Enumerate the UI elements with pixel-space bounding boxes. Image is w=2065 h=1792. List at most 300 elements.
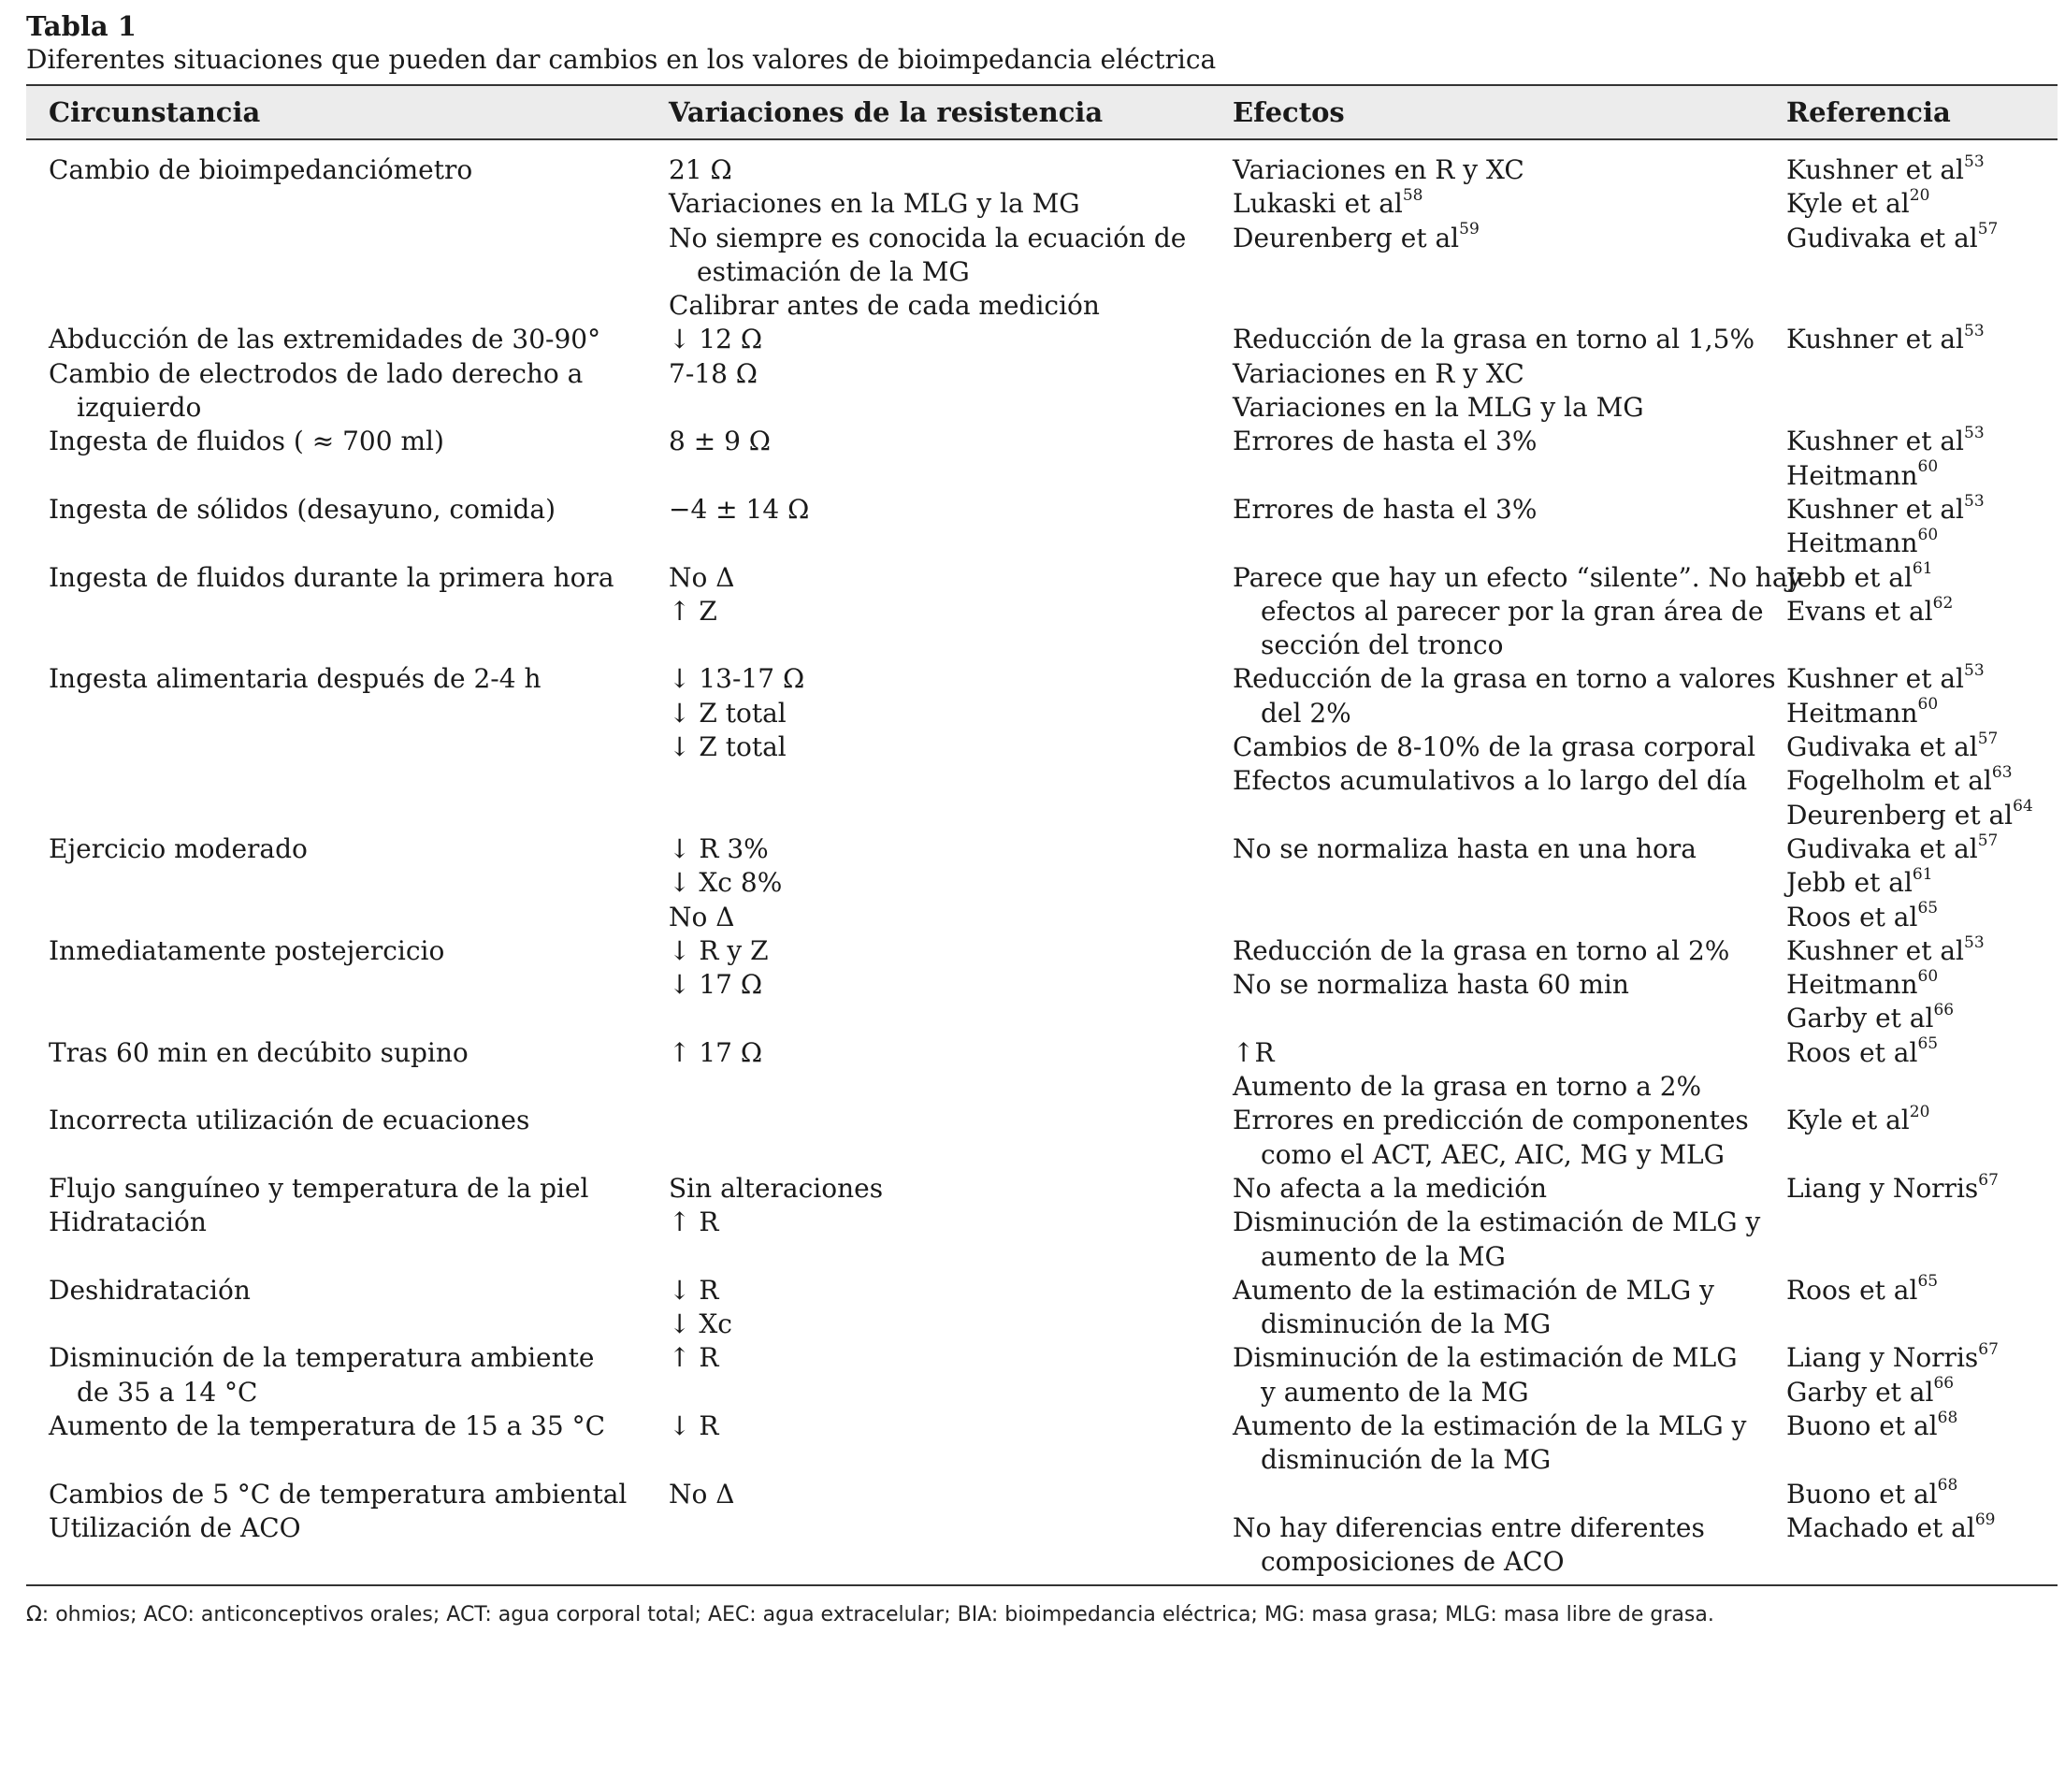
cell-text: Utilización de ACO bbox=[49, 1511, 301, 1543]
table-row bbox=[26, 1478, 2058, 1511]
citation-number: 66 bbox=[1933, 1374, 1955, 1394]
cell-text: ↓ 12 Ω bbox=[669, 324, 763, 355]
cell-line bbox=[669, 1409, 1205, 1443]
cell-line bbox=[49, 662, 641, 696]
efectos-cell bbox=[1210, 1341, 1764, 1409]
table-row bbox=[26, 493, 2058, 561]
reference-author: Kyle et al bbox=[1786, 1105, 1910, 1136]
variaciones-cell bbox=[646, 832, 1210, 934]
variaciones-cell bbox=[646, 561, 1210, 663]
cell-text: No afecta a la medición bbox=[1233, 1172, 1548, 1204]
table-container bbox=[26, 9, 2058, 1626]
table-footnote: Ω: ohmios; ACO: anticonceptivos orales; ACT: agua corporal total; AEC: agua extracelular; BIA: bioimpedancia eléctrica; MG: masa grasa; MLG: masa libre de grasa. bbox=[26, 1603, 1714, 1627]
cell-line bbox=[669, 934, 1205, 968]
cell-text: Tras 60 min en decúbito supino bbox=[49, 1036, 469, 1068]
cell-text: ↑ R bbox=[669, 1342, 719, 1374]
cell-text: Variaciones en la MLG y la MG bbox=[669, 188, 1080, 220]
reference-item bbox=[1786, 1511, 2052, 1545]
citation-number: 53 bbox=[1964, 424, 1985, 443]
cell-text: Ingesta de fluidos durante la primera hora bbox=[49, 561, 614, 593]
cell-line bbox=[49, 357, 641, 391]
reference-item bbox=[1786, 1172, 2052, 1206]
reference-item bbox=[1786, 222, 2052, 255]
cell-text: sección del tronco bbox=[1261, 629, 1504, 661]
cell-text: del 2% bbox=[1261, 697, 1351, 729]
cell-line bbox=[1233, 1443, 1758, 1477]
variaciones-cell bbox=[646, 1341, 1210, 1409]
reference-author: Liang y Norris bbox=[1786, 1172, 1979, 1204]
cell-line bbox=[1233, 323, 1758, 356]
reference-item bbox=[1786, 866, 2052, 900]
cell-text: No hay diferencias entre diferentes bbox=[1233, 1511, 1705, 1543]
reference-item bbox=[1786, 934, 2052, 968]
reference-author: Kushner et al bbox=[1786, 493, 1964, 525]
cell-line bbox=[669, 730, 1205, 764]
citation-number: 69 bbox=[1974, 1510, 1996, 1529]
column-header-referencia: Referencia bbox=[1764, 85, 2058, 139]
cell-text: ↓ Xc 8% bbox=[669, 867, 783, 899]
cell-line bbox=[49, 1274, 641, 1308]
referencia-cell bbox=[1764, 139, 2058, 323]
circunstancia-cell bbox=[26, 1409, 646, 1478]
cell-text: Disminución de la estimación de MLG y bbox=[1233, 1207, 1761, 1238]
efectos-cell bbox=[1210, 832, 1764, 934]
reference-item bbox=[1786, 799, 2052, 832]
reference-author: Kushner et al bbox=[1786, 426, 1964, 457]
cell-line bbox=[669, 901, 1205, 934]
cell-line bbox=[1233, 629, 1758, 662]
column-header-variaciones: Variaciones de la resistencia bbox=[646, 85, 1210, 139]
efectos-cell bbox=[1210, 357, 1764, 426]
cell-text: ↑ 17 Ω bbox=[669, 1036, 763, 1068]
circunstancia-cell bbox=[26, 357, 646, 426]
efectos-cell bbox=[1210, 139, 1764, 323]
cell-line bbox=[1233, 697, 1758, 730]
referencia-cell bbox=[1764, 832, 2058, 934]
cell-line bbox=[669, 662, 1205, 696]
cell-line bbox=[1233, 1138, 1758, 1172]
variaciones-cell bbox=[646, 1274, 1210, 1342]
cell-line bbox=[1233, 357, 1758, 391]
cell-line bbox=[669, 1036, 1205, 1070]
citation-number: 57 bbox=[1977, 220, 1999, 239]
citation-number: 53 bbox=[1964, 491, 1985, 511]
cell-text: Ejercicio moderado bbox=[49, 832, 308, 864]
efectos-cell bbox=[1210, 323, 1764, 356]
cell-line bbox=[669, 968, 1205, 1002]
citation-number: 67 bbox=[1978, 1340, 1999, 1360]
table-row bbox=[26, 1274, 2058, 1342]
reference-author: Heitmann bbox=[1786, 527, 1918, 559]
cell-text: ↓ 17 Ω bbox=[669, 969, 763, 1001]
cell-line bbox=[669, 493, 1205, 527]
cell-text: disminución de la MG bbox=[1261, 1308, 1552, 1340]
referencia-cell bbox=[1764, 1036, 2058, 1105]
reference-item bbox=[1786, 153, 2052, 187]
cell-text: Disminución de la estimación de MLG bbox=[1233, 1342, 1738, 1374]
cell-text: Variaciones en R y XC bbox=[1233, 357, 1524, 389]
reference-item bbox=[1786, 1478, 2052, 1511]
reference-item bbox=[1786, 527, 2052, 560]
cell-text: ↓ Z total bbox=[669, 697, 787, 729]
variaciones-cell bbox=[646, 1172, 1210, 1206]
table-caption-title: Tabla 1 bbox=[26, 10, 137, 42]
referencia-cell bbox=[1764, 662, 2058, 831]
variaciones-cell bbox=[646, 323, 1210, 356]
citation-number: 57 bbox=[1977, 729, 1999, 748]
table-row bbox=[26, 357, 2058, 426]
referencia-cell bbox=[1764, 1104, 2058, 1172]
reference-author: Roos et al bbox=[1786, 1274, 1918, 1306]
cell-text: de 35 a 14 °C bbox=[77, 1376, 258, 1408]
referencia-cell bbox=[1764, 1341, 2058, 1409]
reference-author: Machado et al bbox=[1786, 1511, 1975, 1543]
cell-line bbox=[1233, 425, 1758, 458]
table-row bbox=[26, 1341, 2058, 1409]
cell-text: ↓ R 3% bbox=[669, 832, 769, 864]
data-table bbox=[26, 84, 2058, 1586]
cell-line bbox=[49, 1172, 641, 1206]
circunstancia-cell bbox=[26, 561, 646, 663]
cell-line bbox=[1233, 561, 1803, 595]
cell-line bbox=[1233, 1104, 1758, 1137]
cell-text: Lukaski et al bbox=[1233, 188, 1403, 220]
variaciones-cell bbox=[646, 139, 1210, 323]
citation-number: 60 bbox=[1917, 966, 1939, 986]
cell-text: Ingesta de fluidos ( ≈ 700 ml) bbox=[49, 426, 444, 457]
efectos-cell bbox=[1210, 1478, 1764, 1511]
table-row bbox=[26, 1511, 2058, 1586]
reference-author: Fogelholm et al bbox=[1786, 765, 1992, 797]
cell-line bbox=[49, 832, 641, 866]
reference-item bbox=[1786, 1376, 2052, 1409]
efectos-cell bbox=[1210, 1511, 1764, 1586]
table-row bbox=[26, 323, 2058, 356]
referencia-cell bbox=[1764, 561, 2058, 663]
table-row bbox=[26, 1409, 2058, 1478]
reference-item bbox=[1786, 832, 2052, 866]
reference-item bbox=[1786, 493, 2052, 527]
cell-text: Cambios de 8-10% de la grasa corporal bbox=[1233, 731, 1756, 763]
cell-line bbox=[49, 1511, 641, 1545]
cell-text: izquierdo bbox=[77, 392, 202, 424]
efectos-cell bbox=[1210, 1206, 1764, 1274]
circunstancia-cell bbox=[26, 832, 646, 934]
circunstancia-cell bbox=[26, 1511, 646, 1586]
table-row bbox=[26, 1104, 2058, 1172]
circunstancia-cell bbox=[26, 662, 646, 831]
reference-author: Kushner et al bbox=[1786, 324, 1964, 355]
variaciones-cell bbox=[646, 1206, 1210, 1274]
cell-text: 21 Ω bbox=[669, 154, 732, 185]
reference-author: Gudivaka et al bbox=[1786, 731, 1978, 763]
cell-line bbox=[669, 187, 1205, 221]
cell-text: Calibrar antes de cada medición bbox=[669, 290, 1100, 322]
cell-text: Reducción de la grasa en torno a valores bbox=[1233, 663, 1776, 695]
reference-item bbox=[1786, 425, 2052, 458]
header-row bbox=[26, 85, 2058, 139]
cell-line bbox=[49, 1478, 641, 1511]
cell-line bbox=[669, 153, 1205, 187]
citation-number: 65 bbox=[1917, 899, 1939, 918]
citation-number: 53 bbox=[1964, 152, 1985, 171]
cell-text: como el ACT, AEC, AIC, MG y MLG bbox=[1261, 1138, 1725, 1170]
referencia-cell bbox=[1764, 1511, 2058, 1586]
circunstancia-cell bbox=[26, 139, 646, 323]
efectos-cell bbox=[1210, 1104, 1764, 1172]
cell-line bbox=[669, 255, 1205, 289]
reference-item bbox=[1786, 595, 2052, 629]
cell-text: Aumento de la estimación de MLG y bbox=[1233, 1274, 1714, 1306]
cell-line bbox=[669, 595, 1205, 629]
table-row bbox=[26, 832, 2058, 934]
cell-line bbox=[1233, 153, 1758, 187]
efectos-cell bbox=[1210, 1409, 1764, 1478]
cell-text: Cambio de bioimpedanciómetro bbox=[49, 154, 473, 185]
cell-text: Aumento de la estimación de la MLG y bbox=[1233, 1409, 1747, 1441]
reference-item bbox=[1786, 1409, 2052, 1443]
cell-text: estimación de la MG bbox=[697, 255, 970, 287]
variaciones-cell bbox=[646, 357, 1210, 426]
referencia-cell bbox=[1764, 323, 2058, 356]
cell-line bbox=[1233, 1545, 1758, 1579]
cell-text: Errores de hasta el 3% bbox=[1233, 493, 1538, 525]
cell-line bbox=[1233, 391, 1758, 425]
cell-text: No Δ bbox=[669, 901, 735, 932]
cell-line bbox=[1233, 1036, 1758, 1070]
cell-line bbox=[1233, 1240, 1758, 1274]
efectos-cell bbox=[1210, 1036, 1764, 1105]
reference-item bbox=[1786, 1002, 2052, 1035]
variaciones-cell bbox=[646, 425, 1210, 493]
cell-text: Reducción de la grasa en torno al 1,5% bbox=[1233, 324, 1755, 355]
variaciones-cell bbox=[646, 1104, 1210, 1172]
citation-number: 68 bbox=[1937, 1408, 1958, 1427]
citation-number: 62 bbox=[1932, 593, 1954, 613]
cell-text: ↓ Z total bbox=[669, 731, 787, 763]
cell-text: Abducción de las extremidades de 30-90° bbox=[49, 324, 601, 355]
reference-item bbox=[1786, 561, 2052, 595]
circunstancia-cell bbox=[26, 1478, 646, 1511]
citation-number: 57 bbox=[1977, 831, 1999, 850]
cell-line bbox=[669, 697, 1205, 730]
table-row bbox=[26, 1036, 2058, 1105]
reference-author: Gudivaka et al bbox=[1786, 832, 1978, 864]
reference-item bbox=[1786, 1341, 2052, 1375]
reference-item bbox=[1786, 968, 2052, 1002]
column-header-circunstancia: Circunstancia bbox=[26, 85, 646, 139]
table-row bbox=[26, 139, 2058, 323]
circunstancia-cell bbox=[26, 934, 646, 1036]
reference-author: Kushner et al bbox=[1786, 154, 1964, 185]
referencia-cell bbox=[1764, 1274, 2058, 1342]
cell-line bbox=[669, 866, 1205, 900]
citation-number: 20 bbox=[1909, 1102, 1930, 1121]
referencia-cell bbox=[1764, 934, 2058, 1036]
cell-line bbox=[1233, 187, 1758, 221]
table-caption-subtitle: Diferentes situaciones que pueden dar cambios en los valores de bioimpedancia eléctrica bbox=[26, 44, 1217, 75]
cell-text: ↑ R bbox=[669, 1207, 719, 1238]
reference-author: Garby et al bbox=[1786, 1003, 1934, 1034]
cell-text: Cambios de 5 °C de temperatura ambiental bbox=[49, 1478, 628, 1510]
citation-number: 53 bbox=[1964, 932, 1985, 952]
variaciones-cell bbox=[646, 1478, 1210, 1511]
table-row bbox=[26, 561, 2058, 663]
table-row bbox=[26, 425, 2058, 493]
efectos-cell bbox=[1210, 561, 1803, 663]
citation-number: 58 bbox=[1402, 185, 1423, 205]
circunstancia-cell bbox=[26, 1274, 646, 1342]
cell-line bbox=[49, 1036, 641, 1070]
circunstancia-cell bbox=[26, 1036, 646, 1105]
cell-text: Flujo sanguíneo y temperatura de la piel bbox=[49, 1172, 589, 1204]
circunstancia-cell bbox=[26, 1172, 646, 1206]
table-row bbox=[26, 1206, 2058, 1274]
efectos-cell bbox=[1210, 425, 1764, 493]
cell-text: No siempre es conocida la ecuación de bbox=[669, 222, 1187, 253]
cell-line bbox=[1233, 1376, 1758, 1409]
circunstancia-cell bbox=[26, 1104, 646, 1172]
cell-line bbox=[1233, 493, 1758, 527]
citation-number: 20 bbox=[1909, 185, 1930, 205]
citation-number: 60 bbox=[1917, 525, 1939, 544]
reference-author: Deurenberg et al bbox=[1786, 799, 2014, 831]
cell-line bbox=[669, 1308, 1205, 1341]
referencia-cell bbox=[1764, 425, 2058, 493]
cell-text: No se normaliza hasta en una hora bbox=[1233, 832, 1697, 864]
reference-author: Roos et al bbox=[1786, 901, 1918, 932]
reference-author: Roos et al bbox=[1786, 1036, 1918, 1068]
cell-text: Ingesta de sólidos (desayuno, comida) bbox=[49, 493, 556, 525]
cell-text: ↓ R y Z bbox=[669, 934, 769, 966]
table-row bbox=[26, 1172, 2058, 1206]
cell-line bbox=[669, 357, 1205, 391]
cell-line bbox=[1233, 1274, 1758, 1308]
cell-text: Hidratación bbox=[49, 1207, 207, 1238]
cell-line bbox=[49, 1206, 641, 1239]
cell-text: Cambio de electrodos de lado derecho a bbox=[49, 357, 584, 389]
cell-line bbox=[669, 561, 1205, 595]
reference-author: Evans et al bbox=[1786, 595, 1933, 627]
reference-item bbox=[1786, 730, 2052, 764]
reference-author: Liang y Norris bbox=[1786, 1342, 1979, 1374]
cell-line bbox=[1233, 1511, 1758, 1545]
cell-text: Aumento de la temperatura de 15 a 35 °C bbox=[49, 1409, 606, 1441]
table-body bbox=[26, 139, 2058, 1585]
cell-text: Reducción de la grasa en torno al 2% bbox=[1233, 934, 1730, 966]
reference-author: Heitmann bbox=[1786, 969, 1918, 1001]
efectos-cell bbox=[1210, 662, 1776, 831]
cell-line bbox=[669, 222, 1205, 255]
cell-text: Errores en predicción de componentes bbox=[1233, 1105, 1749, 1136]
cell-text: Aumento de la grasa en torno a 2% bbox=[1233, 1071, 1702, 1103]
reference-author: Jebb et al bbox=[1786, 867, 1913, 899]
cell-text: Errores de hasta el 3% bbox=[1233, 426, 1538, 457]
efectos-cell bbox=[1210, 493, 1764, 561]
citation-number: 59 bbox=[1459, 220, 1480, 239]
citation-number: 65 bbox=[1917, 1034, 1939, 1054]
reference-item bbox=[1786, 764, 2052, 798]
cell-line bbox=[49, 1376, 641, 1409]
cell-text: Sin alteraciones bbox=[669, 1172, 884, 1204]
cell-line bbox=[1233, 730, 1758, 764]
table-row bbox=[26, 662, 2058, 831]
citation-number: 67 bbox=[1978, 1170, 1999, 1190]
cell-text: Incorrecta utilización de ecuaciones bbox=[49, 1105, 530, 1136]
reference-author: Kyle et al bbox=[1786, 188, 1910, 220]
cell-line bbox=[669, 425, 1205, 458]
variaciones-cell bbox=[646, 1036, 1210, 1105]
cell-line bbox=[1233, 934, 1758, 968]
variaciones-cell bbox=[646, 1511, 1210, 1586]
cell-text: Parece que hay un efecto “silente”. No hay bbox=[1233, 561, 1803, 593]
cell-text: −4 ± 14 Ω bbox=[669, 493, 810, 525]
citation-number: 64 bbox=[2013, 797, 2033, 817]
reference-author: Heitmann bbox=[1786, 697, 1918, 729]
reference-item bbox=[1786, 187, 2052, 221]
cell-line bbox=[669, 1172, 1205, 1206]
efectos-cell bbox=[1210, 1172, 1764, 1206]
cell-line bbox=[49, 1341, 641, 1375]
circunstancia-cell bbox=[26, 1341, 646, 1409]
cell-text: Disminución de la temperatura ambiente bbox=[49, 1342, 595, 1374]
cell-line bbox=[669, 1274, 1205, 1308]
cell-text: ↓ R bbox=[669, 1274, 719, 1306]
cell-text: efectos al parecer por la gran área de bbox=[1261, 595, 1764, 627]
referencia-cell bbox=[1764, 357, 2058, 426]
cell-text: 8 ± 9 Ω bbox=[669, 426, 772, 457]
cell-text: Deshidratación bbox=[49, 1274, 251, 1306]
cell-text: y aumento de la MG bbox=[1261, 1376, 1529, 1408]
reference-item bbox=[1786, 901, 2052, 934]
citation-number: 53 bbox=[1964, 322, 1985, 341]
reference-item bbox=[1786, 1274, 2052, 1308]
variaciones-cell bbox=[646, 493, 1210, 561]
reference-author: Kushner et al bbox=[1786, 934, 1964, 966]
cell-line bbox=[1233, 1308, 1758, 1341]
cell-line bbox=[1233, 1206, 1761, 1239]
cell-line bbox=[49, 153, 641, 187]
reference-author: Heitmann bbox=[1786, 459, 1918, 491]
cell-line bbox=[1233, 1341, 1758, 1375]
cell-text: ↓ R bbox=[669, 1409, 719, 1441]
cell-line bbox=[49, 323, 641, 356]
citation-number: 65 bbox=[1917, 1272, 1939, 1292]
citation-number: 68 bbox=[1937, 1476, 1958, 1496]
cell-line bbox=[49, 1409, 641, 1443]
cell-line bbox=[49, 1104, 641, 1137]
cell-text: ↑R bbox=[1233, 1036, 1275, 1068]
cell-line bbox=[1233, 1172, 1758, 1206]
cell-line bbox=[1233, 832, 1758, 866]
cell-text: Variaciones en la MLG y la MG bbox=[1233, 392, 1644, 424]
cell-text: ↓ 13-17 Ω bbox=[669, 663, 805, 695]
cell-line bbox=[1233, 595, 1764, 629]
cell-line bbox=[1233, 1070, 1758, 1104]
efectos-cell bbox=[1210, 934, 1764, 1036]
citation-number: 61 bbox=[1912, 559, 1933, 579]
cell-text: No Δ bbox=[669, 561, 735, 593]
referencia-cell bbox=[1764, 493, 2058, 561]
reference-author: Garby et al bbox=[1786, 1376, 1934, 1408]
reference-author: Buono et al bbox=[1786, 1478, 1938, 1510]
cell-line bbox=[669, 832, 1205, 866]
reference-author: Buono et al bbox=[1786, 1409, 1938, 1441]
cell-text: Efectos acumulativos a lo largo del día bbox=[1233, 765, 1748, 797]
cell-text: composiciones de ACO bbox=[1261, 1546, 1565, 1578]
cell-line bbox=[1233, 222, 1758, 255]
table-header bbox=[26, 85, 2058, 139]
